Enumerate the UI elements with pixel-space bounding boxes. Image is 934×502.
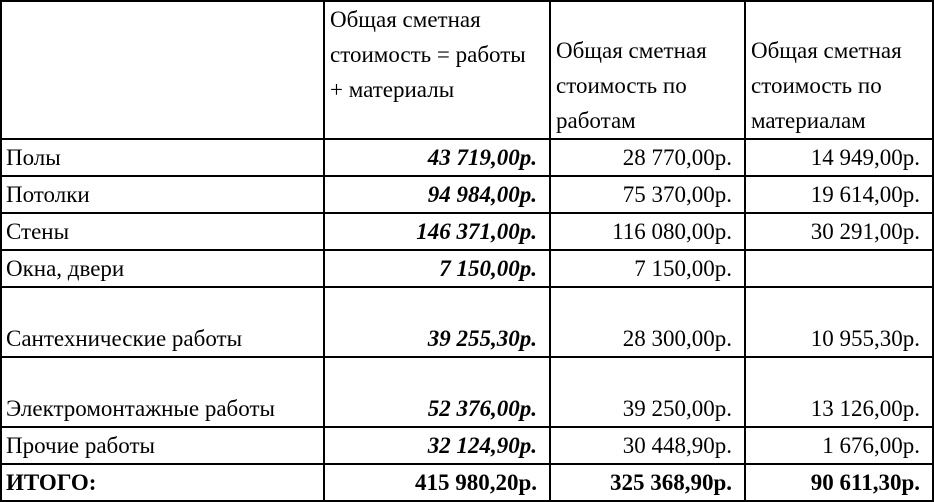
- row-total-cell[interactable]: 94 984,00р.: [324, 176, 550, 213]
- table-row: [1, 287, 933, 357]
- row-works-cell[interactable]: 75 370,00р.: [550, 176, 745, 213]
- row-name-cell[interactable]: Стены: [1, 213, 324, 250]
- table-row: [1, 357, 933, 427]
- row-total-cell[interactable]: 7 150,00р.: [324, 250, 550, 287]
- totals-materials-cell[interactable]: 90 611,30р.: [745, 464, 933, 501]
- table-row: [1, 139, 933, 176]
- row-name-cell[interactable]: Прочие работы: [1, 427, 324, 464]
- table-row: [1, 427, 933, 464]
- header-cell-empty[interactable]: [1, 1, 324, 139]
- row-name-cell[interactable]: Потолки: [1, 176, 324, 213]
- row-works-cell[interactable]: 116 080,00р.: [550, 213, 745, 250]
- row-materials-cell[interactable]: 13 126,00р.: [745, 357, 933, 427]
- header-row: [1, 1, 933, 139]
- row-materials-cell[interactable]: 10 955,30р.: [745, 287, 933, 357]
- row-total-cell[interactable]: 32 124,90р.: [324, 427, 550, 464]
- row-total-cell[interactable]: 39 255,30р.: [324, 287, 550, 357]
- totals-row: [1, 464, 933, 501]
- row-materials-cell[interactable]: [745, 250, 933, 287]
- row-total-cell[interactable]: 43 719,00р.: [324, 139, 550, 176]
- row-works-cell[interactable]: 39 250,00р.: [550, 357, 745, 427]
- row-total-cell[interactable]: 52 376,00р.: [324, 357, 550, 427]
- totals-label-cell[interactable]: ИТОГО:: [1, 464, 324, 501]
- row-name-cell[interactable]: Сантехнические работы: [1, 287, 324, 357]
- row-total-cell[interactable]: 146 371,00р.: [324, 213, 550, 250]
- header-cell-works[interactable]: Общая сметная стоимость по работам: [550, 1, 745, 139]
- row-name-cell[interactable]: Полы: [1, 139, 324, 176]
- row-works-cell[interactable]: 7 150,00р.: [550, 250, 745, 287]
- table-row: [1, 213, 933, 250]
- totals-total-cell[interactable]: 415 980,20р.: [324, 464, 550, 501]
- row-materials-cell[interactable]: 1 676,00р.: [745, 427, 933, 464]
- table-row: [1, 250, 933, 287]
- row-name-cell[interactable]: Окна, двери: [1, 250, 324, 287]
- table-row: [1, 176, 933, 213]
- header-cell-total[interactable]: Общая сметная стоимость = работы + материалы: [324, 1, 550, 139]
- row-materials-cell[interactable]: 14 949,00р.: [745, 139, 933, 176]
- row-works-cell[interactable]: 28 770,00р.: [550, 139, 745, 176]
- row-materials-cell[interactable]: 30 291,00р.: [745, 213, 933, 250]
- row-works-cell[interactable]: 28 300,00р.: [550, 287, 745, 357]
- row-works-cell[interactable]: 30 448,90р.: [550, 427, 745, 464]
- row-name-cell[interactable]: Электромонтажные работы: [1, 357, 324, 427]
- totals-works-cell[interactable]: 325 368,90р.: [550, 464, 745, 501]
- row-materials-cell[interactable]: 19 614,00р.: [745, 176, 933, 213]
- header-cell-materials[interactable]: Общая сметная стоимость по материалам: [745, 1, 933, 139]
